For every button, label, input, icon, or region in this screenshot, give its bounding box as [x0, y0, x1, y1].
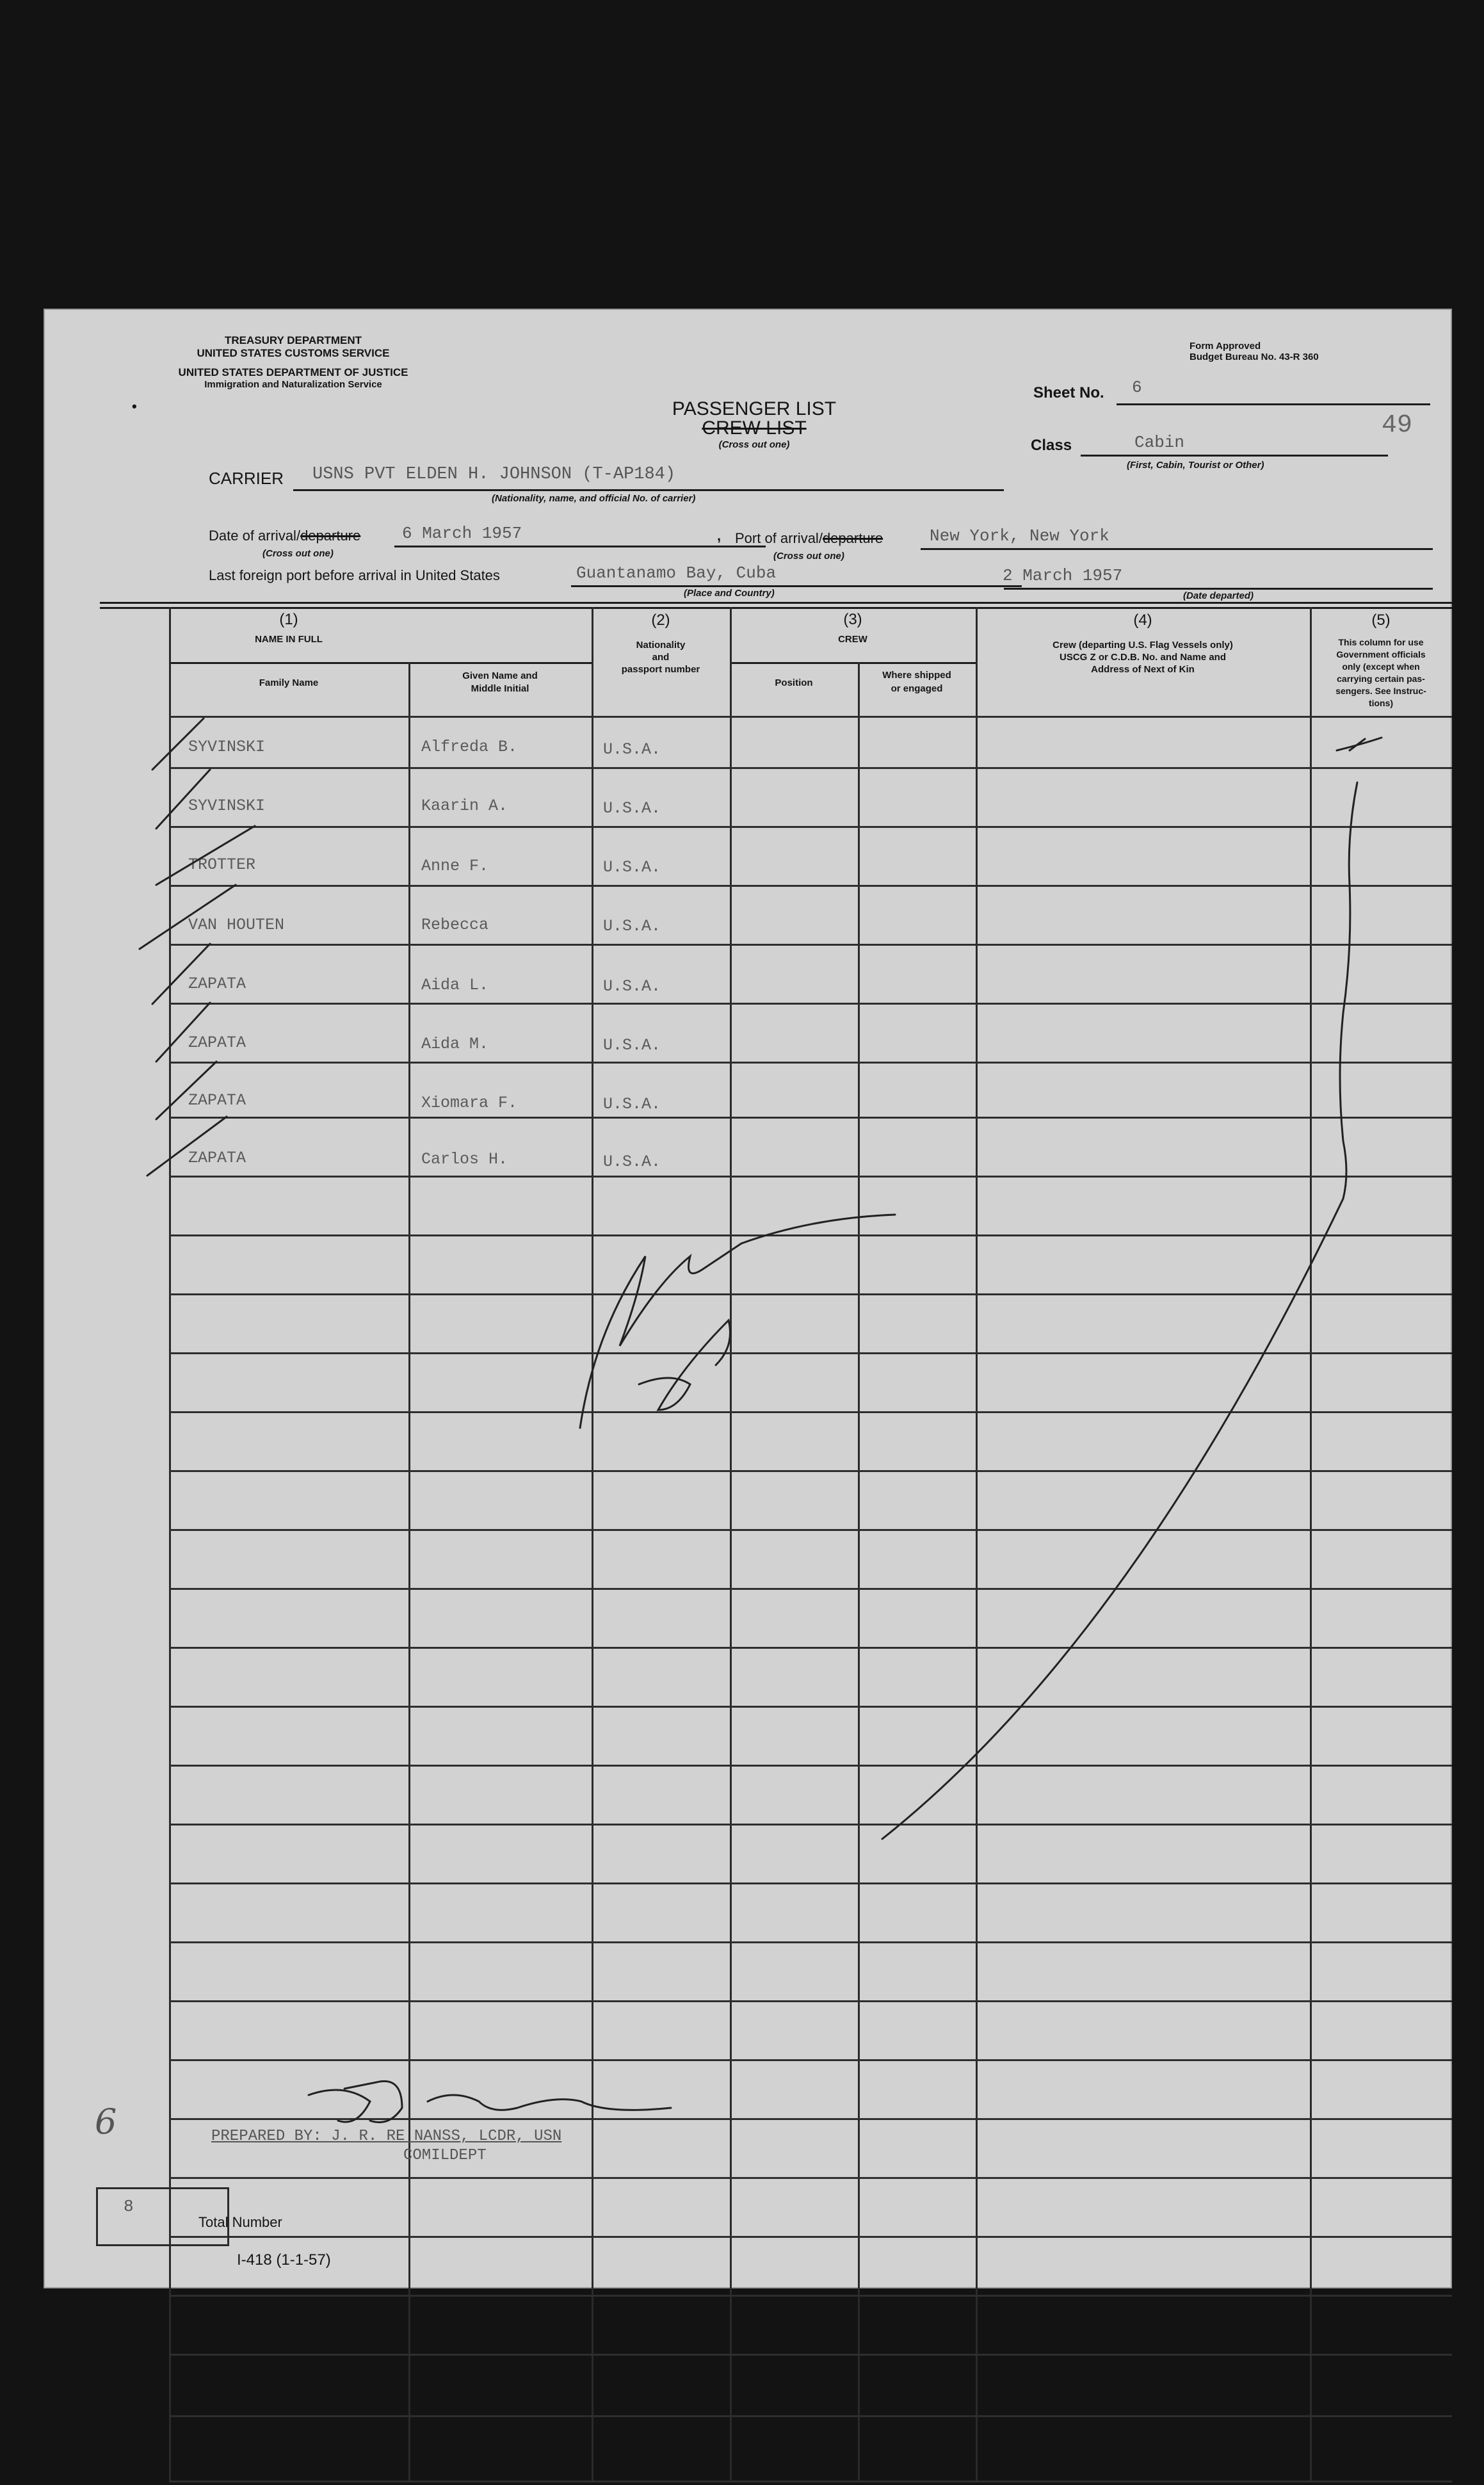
nationality-cell: U.S.A. [603, 977, 661, 996]
col2-line-3: passport number [621, 664, 700, 675]
carrier-label: CARRIER [209, 469, 284, 488]
form-id: I-418 (1-1-57) [237, 2251, 331, 2269]
passenger-list-title: PASSENGER LIST [672, 398, 837, 419]
given-name-cell: Kaarin A. [421, 797, 508, 815]
agency-line-1: TREASURY DEPARTMENT [224, 334, 362, 346]
official-signature [580, 1215, 895, 1428]
nationality-cell: U.S.A. [603, 1095, 661, 1113]
check-mark-6 [156, 1003, 210, 1062]
col4-line-1: Crew (departing U.S. Flag Vessels only) [1053, 640, 1233, 651]
check-mark-5 [152, 944, 210, 1004]
family-name-cell: ZAPATA [188, 1149, 246, 1167]
class-value: Cabin [1134, 433, 1185, 452]
given-name-cell: Rebecca [421, 916, 489, 934]
nationality-cell: U.S.A. [603, 1153, 661, 1171]
col2-line-1: Nationality [636, 640, 686, 651]
last-port-date: 2 March 1957 [1003, 566, 1123, 585]
family-name-cell: ZAPATA [188, 1033, 246, 1052]
nationality-cell: U.S.A. [603, 858, 661, 877]
total-value: 8 [124, 2197, 134, 2216]
port-value: New York, New York [930, 526, 1109, 546]
page-number: 49 [1382, 411, 1413, 440]
last-port-value: Guantanamo Bay, Cuba [576, 563, 777, 583]
col1-number: (1) [279, 611, 298, 628]
col4-line-2: USCG Z or C.D.B. No. and Name and [1059, 652, 1227, 663]
col5-line-5: sengers. See Instruc- [1335, 686, 1426, 696]
check-mark-2 [156, 770, 210, 829]
port-label-arrival: Port of arrival/ [735, 530, 823, 546]
given-name-cell: Aida L. [421, 976, 489, 994]
date-note: (Cross out one) [262, 548, 334, 559]
col4-line-3: Address of Next of Kin [1091, 664, 1195, 675]
where-engaged-line-2: or engaged [891, 683, 943, 694]
last-port-label: Last foreign port before arrival in United States [209, 567, 500, 583]
class-label: Class [1031, 437, 1072, 454]
col5-line-6: tions) [1368, 698, 1394, 708]
col5-number: (5) [1371, 611, 1391, 629]
last-port-note: (Place and Country) [684, 588, 775, 599]
check-mark-4 [140, 885, 236, 949]
family-name-header: Family Name [259, 677, 319, 688]
nationality-cell: U.S.A. [603, 799, 661, 818]
total-label: Total Number [198, 2214, 282, 2230]
check-mark-7 [156, 1062, 216, 1119]
sheet-label: Sheet No. [1033, 384, 1104, 401]
class-note: (First, Cabin, Tourist or Other) [1127, 460, 1264, 471]
bullet-mark: • [132, 398, 137, 414]
col3-title: CREW [838, 634, 867, 645]
sheet-value: 6 [1132, 378, 1142, 397]
given-name-cell: Anne F. [421, 857, 489, 875]
agency-line-3: UNITED STATES DEPARTMENT OF JUSTICE [178, 366, 408, 378]
carrier-note: (Nationality, name, and official No. of carrier) [492, 493, 696, 504]
given-name-cell: Xiomara F. [421, 1094, 518, 1112]
col1-title: NAME IN FULL [255, 634, 323, 645]
form-sheet: TREASURY DEPARTMENT UNITED STATES CUSTOMS SERVICE UNITED STATES DEPARTMENT OF JUSTICE Immigration and Naturalization Service • Form Approved Budget Bureau No. 43-R 360 PASSENGER LIST CREW LIST (Cross out one) Sheet No. 6 49 Class Cabin (First, Cabin, Tourist or Other) CARRIER USNS PVT ELDEN H. JOHNSON (T-AP184) (Nationality, name, and official No. of carrier) Date of arrival/departure 6 March 1957 (Cross out one) , Port of arrival/departure New York, New York (Cross out one) Last foreign port before arrival in United States Guantanamo Bay, Cuba (Place and Country) 2 March 1957 (Date departed) (1) NAME IN FULL Family Name Given Name and Middle Initial (2) Nationality and passport number (3) CREW Position Where shipped or engaged (4) Crew (departing U.S. Flag Vessels only) USCG Z or C.D.B. No. and Name and Address of Next of Kin (5) This column for use Government officials only (except when carrying certain pas- sengers. See Instruc- tions) SYVINSKI Alfreda B. U.S.A. SYVINSKI Kaarin A. U.S.A. TROTTER Anne F. U.S.A. VAN HOUTEN Rebecca U.S.A. ZAPATA Aida L. U.S.A. ZAPATA Aida M. U.S.A. ZAPATA Xiomara F. U.S.A. ZAPATA Carlos H. U.S.A. PREPARED BY: J. R. RE NANSS, LCDR, USN COMILDEPT 6 8 Total Number I-418 (1-1-57) [44, 309, 1452, 2288]
col5-line-4: carrying certain pas- [1337, 674, 1425, 684]
agency-line-4: Immigration and Naturalization Service [204, 379, 382, 390]
family-name-cell: TROTTER [188, 855, 256, 874]
family-name-cell: ZAPATA [188, 1091, 246, 1110]
carrier-value: USNS PVT ELDEN H. JOHNSON (T-AP184) [312, 465, 676, 484]
check-mark-1 [152, 718, 204, 770]
date-label-departure: departure [300, 528, 361, 544]
col2-line-2: and [652, 652, 670, 663]
family-name-cell: VAN HOUTEN [188, 916, 285, 934]
col3-number: (3) [843, 611, 862, 628]
date-label-arrival: Date of arrival/ [209, 528, 301, 544]
check-mark-8 [147, 1117, 227, 1176]
nationality-cell: U.S.A. [603, 917, 661, 935]
family-name-cell: ZAPATA [188, 975, 246, 993]
given-name-cell: Aida M. [421, 1035, 489, 1053]
last-port-date-note: (Date departed) [1183, 590, 1254, 601]
col5-line-2: Government officials [1336, 649, 1426, 660]
nationality-cell: U.S.A. [603, 740, 661, 759]
form-approved-line-2: Budget Bureau No. 43-R 360 [1190, 352, 1319, 362]
handwritten-marks [44, 309, 1452, 2288]
col5-line-3: only (except when [1342, 661, 1420, 672]
agency-line-2: UNITED STATES CUSTOMS SERVICE [197, 347, 390, 359]
prepared-by-line-2: COMILDEPT [403, 2147, 487, 2164]
given-name-header-line-2: Middle Initial [471, 683, 529, 694]
family-name-cell: SYVINSKI [188, 738, 266, 756]
given-name-cell: Alfreda B. [421, 738, 518, 756]
col5-line-1: This column for use [1338, 637, 1424, 647]
port-note: (Cross out one) [773, 551, 844, 562]
given-name-cell: Carlos H. [421, 1150, 508, 1169]
date-value: 6 March 1957 [402, 524, 522, 543]
nationality-cell: U.S.A. [603, 1036, 661, 1055]
position-header: Position [775, 677, 813, 688]
crew-list-title: CREW LIST [702, 417, 807, 439]
port-label-departure: departure [822, 530, 883, 546]
family-name-cell: SYVINSKI [188, 797, 266, 815]
official-brace [1340, 782, 1357, 1199]
col4-number: (4) [1133, 611, 1152, 629]
check-mark-3 [156, 826, 255, 885]
title-note: (Cross out one) [718, 439, 790, 450]
where-engaged-line-1: Where shipped [882, 670, 951, 681]
col2-number: (2) [651, 611, 670, 629]
official-check [1337, 738, 1382, 750]
given-name-header-line-1: Given Name and [462, 670, 538, 681]
margin-mark: 6 [95, 2101, 117, 2142]
prepared-by-line-1: PREPARED BY: J. R. RE NANSS, LCDR, USN [211, 2128, 562, 2145]
cancel-line [882, 1199, 1343, 1839]
form-approved-line-1: Form Approved [1190, 341, 1261, 352]
prepared-by-signature [309, 2081, 671, 2122]
